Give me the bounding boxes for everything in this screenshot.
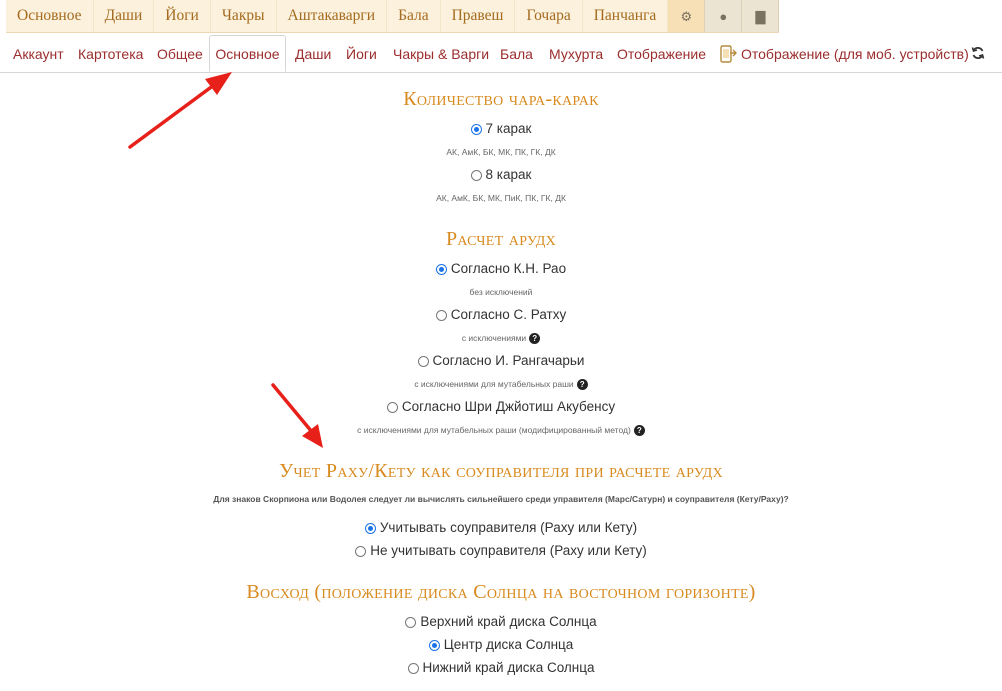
section-question: Для знаков Скорпиона или Водолея следует ли вычислять сильнейшего среди управителя (Марс/Сатурн) и соуправителя (Кету/Раху)? xyxy=(213,494,789,504)
book-icon: ▇ xyxy=(755,8,766,24)
refresh-icon[interactable] xyxy=(971,46,985,60)
radio-upper-limb[interactable] xyxy=(405,617,416,628)
globe-icon: ● xyxy=(719,8,728,24)
radio-sri-jyotish[interactable] xyxy=(387,402,398,413)
option-label: Согласно И. Рангачарьи xyxy=(432,353,585,368)
top-tab-panchanga[interactable]: Панчанга xyxy=(583,0,669,32)
option-note: с исключениями ? xyxy=(0,331,1002,345)
sub-tab-osnovnoe[interactable]: Основное xyxy=(209,35,286,72)
sub-tab-bala[interactable]: Бала xyxy=(500,46,533,62)
option-label: Согласно Шри Джйотиш Акубенсу xyxy=(401,399,616,414)
sub-tab-dashi[interactable]: Даши xyxy=(295,46,332,62)
top-tab-chakry[interactable]: Чакры xyxy=(211,0,277,32)
top-tab-dashi[interactable]: Даши xyxy=(94,0,155,32)
sub-tab-otobrazhenie[interactable]: Отображение xyxy=(617,46,707,62)
option-s-rathu[interactable] xyxy=(0,305,1002,325)
radio-kn-rao[interactable] xyxy=(436,264,447,275)
radio-i-rangacharya[interactable] xyxy=(418,356,429,367)
top-tab-yogi[interactable]: Йоги xyxy=(154,0,211,32)
option-upper-limb[interactable] xyxy=(0,612,1002,632)
option-ignore-coruler[interactable] xyxy=(0,541,1002,561)
section-title-rahu-ketu: Учет Раху/Кету как соуправителя при расчете арудх xyxy=(279,460,723,482)
option-note: АК, АмК, БК, МК, ПК, ГК, ДК xyxy=(446,147,556,157)
option-label: Не учитывать соуправителя (Раху или Кету) xyxy=(370,543,647,558)
option-sri-jyotish[interactable] xyxy=(0,397,1002,417)
option-label: 7 карак xyxy=(485,121,532,136)
top-tab-osnovnoe[interactable]: Основное xyxy=(6,0,94,32)
sub-tab-chakry-vargi[interactable]: Чакры & Варги xyxy=(393,46,490,62)
option-7-karak[interactable] xyxy=(0,119,1002,139)
top-tab-bala[interactable]: Бала xyxy=(387,0,441,32)
sub-tab-yogi[interactable]: Йоги xyxy=(346,46,377,62)
option-label: Согласно К.Н. Рао xyxy=(450,261,567,276)
option-note: с исключениями для мутабельных раши ? xyxy=(0,377,1002,391)
option-label: Нижний край диска Солнца xyxy=(422,660,595,675)
option-lower-limb[interactable] xyxy=(0,658,1002,678)
sub-tab-kartoteka[interactable]: Картотека xyxy=(78,46,144,62)
sub-tab-muhurta[interactable]: Мухурта xyxy=(549,46,604,62)
help-icon[interactable]: ? xyxy=(529,333,540,344)
book-tab[interactable] xyxy=(742,0,779,32)
option-note: АК, АмК, БК, МК, ПиК, ПК, ГК, ДК xyxy=(436,193,566,203)
option-label: Верхний край диска Солнца xyxy=(420,614,597,629)
top-tab-ashtakavargi[interactable]: Аштакаварги xyxy=(277,0,388,32)
section-title-karaka: Количество чара-карак xyxy=(403,88,599,110)
option-note: с исключениями для мутабельных раши (модифицированный метод) ? xyxy=(0,423,1002,437)
radio-7-karak[interactable] xyxy=(471,124,482,135)
settings-tab[interactable] xyxy=(668,0,705,32)
help-icon[interactable]: ? xyxy=(577,379,588,390)
sub-tab-account[interactable]: Аккаунт xyxy=(13,46,64,62)
radio-center-disc[interactable] xyxy=(429,640,440,651)
option-consider-coruler[interactable] xyxy=(0,518,1002,538)
option-note: без исключений xyxy=(469,287,533,297)
option-center-disc[interactable] xyxy=(0,635,1002,655)
help-icon[interactable]: ? xyxy=(634,425,645,436)
sub-nav xyxy=(0,36,1002,73)
section-title-sunrise: Восход (положение диска Солнца на восточном горизонте) xyxy=(246,581,756,603)
radio-8-karak[interactable] xyxy=(471,170,482,181)
globe-tab[interactable] xyxy=(705,0,742,32)
option-i-rangacharya[interactable] xyxy=(0,351,1002,371)
option-label: Учитывать соуправителя (Раху или Кету) xyxy=(379,520,638,535)
gear-icon: ⚙ xyxy=(680,8,693,24)
radio-s-rathu[interactable] xyxy=(436,310,447,321)
top-tab-gochara[interactable]: Гочара xyxy=(515,0,582,32)
radio-consider-coruler[interactable] xyxy=(365,523,376,534)
top-tab-pravesh[interactable]: Правеш xyxy=(441,0,516,32)
option-8-karak[interactable] xyxy=(0,165,1002,185)
mobile-display-icon xyxy=(719,45,737,63)
option-label: 8 карак xyxy=(485,167,532,182)
section-title-arudha: Расчет арудх xyxy=(445,228,557,250)
sub-tab-obshchee[interactable]: Общее xyxy=(157,46,203,62)
radio-lower-limb[interactable] xyxy=(408,663,419,674)
option-kn-rao[interactable] xyxy=(0,259,1002,279)
top-nav xyxy=(6,0,779,33)
sub-tab-otobrazhenie-mob[interactable]: Отображение (для моб. устройств) xyxy=(741,46,969,62)
option-label: Центр диска Солнца xyxy=(443,637,574,652)
radio-ignore-coruler[interactable] xyxy=(355,546,366,557)
option-label: Согласно С. Ратху xyxy=(450,307,567,322)
